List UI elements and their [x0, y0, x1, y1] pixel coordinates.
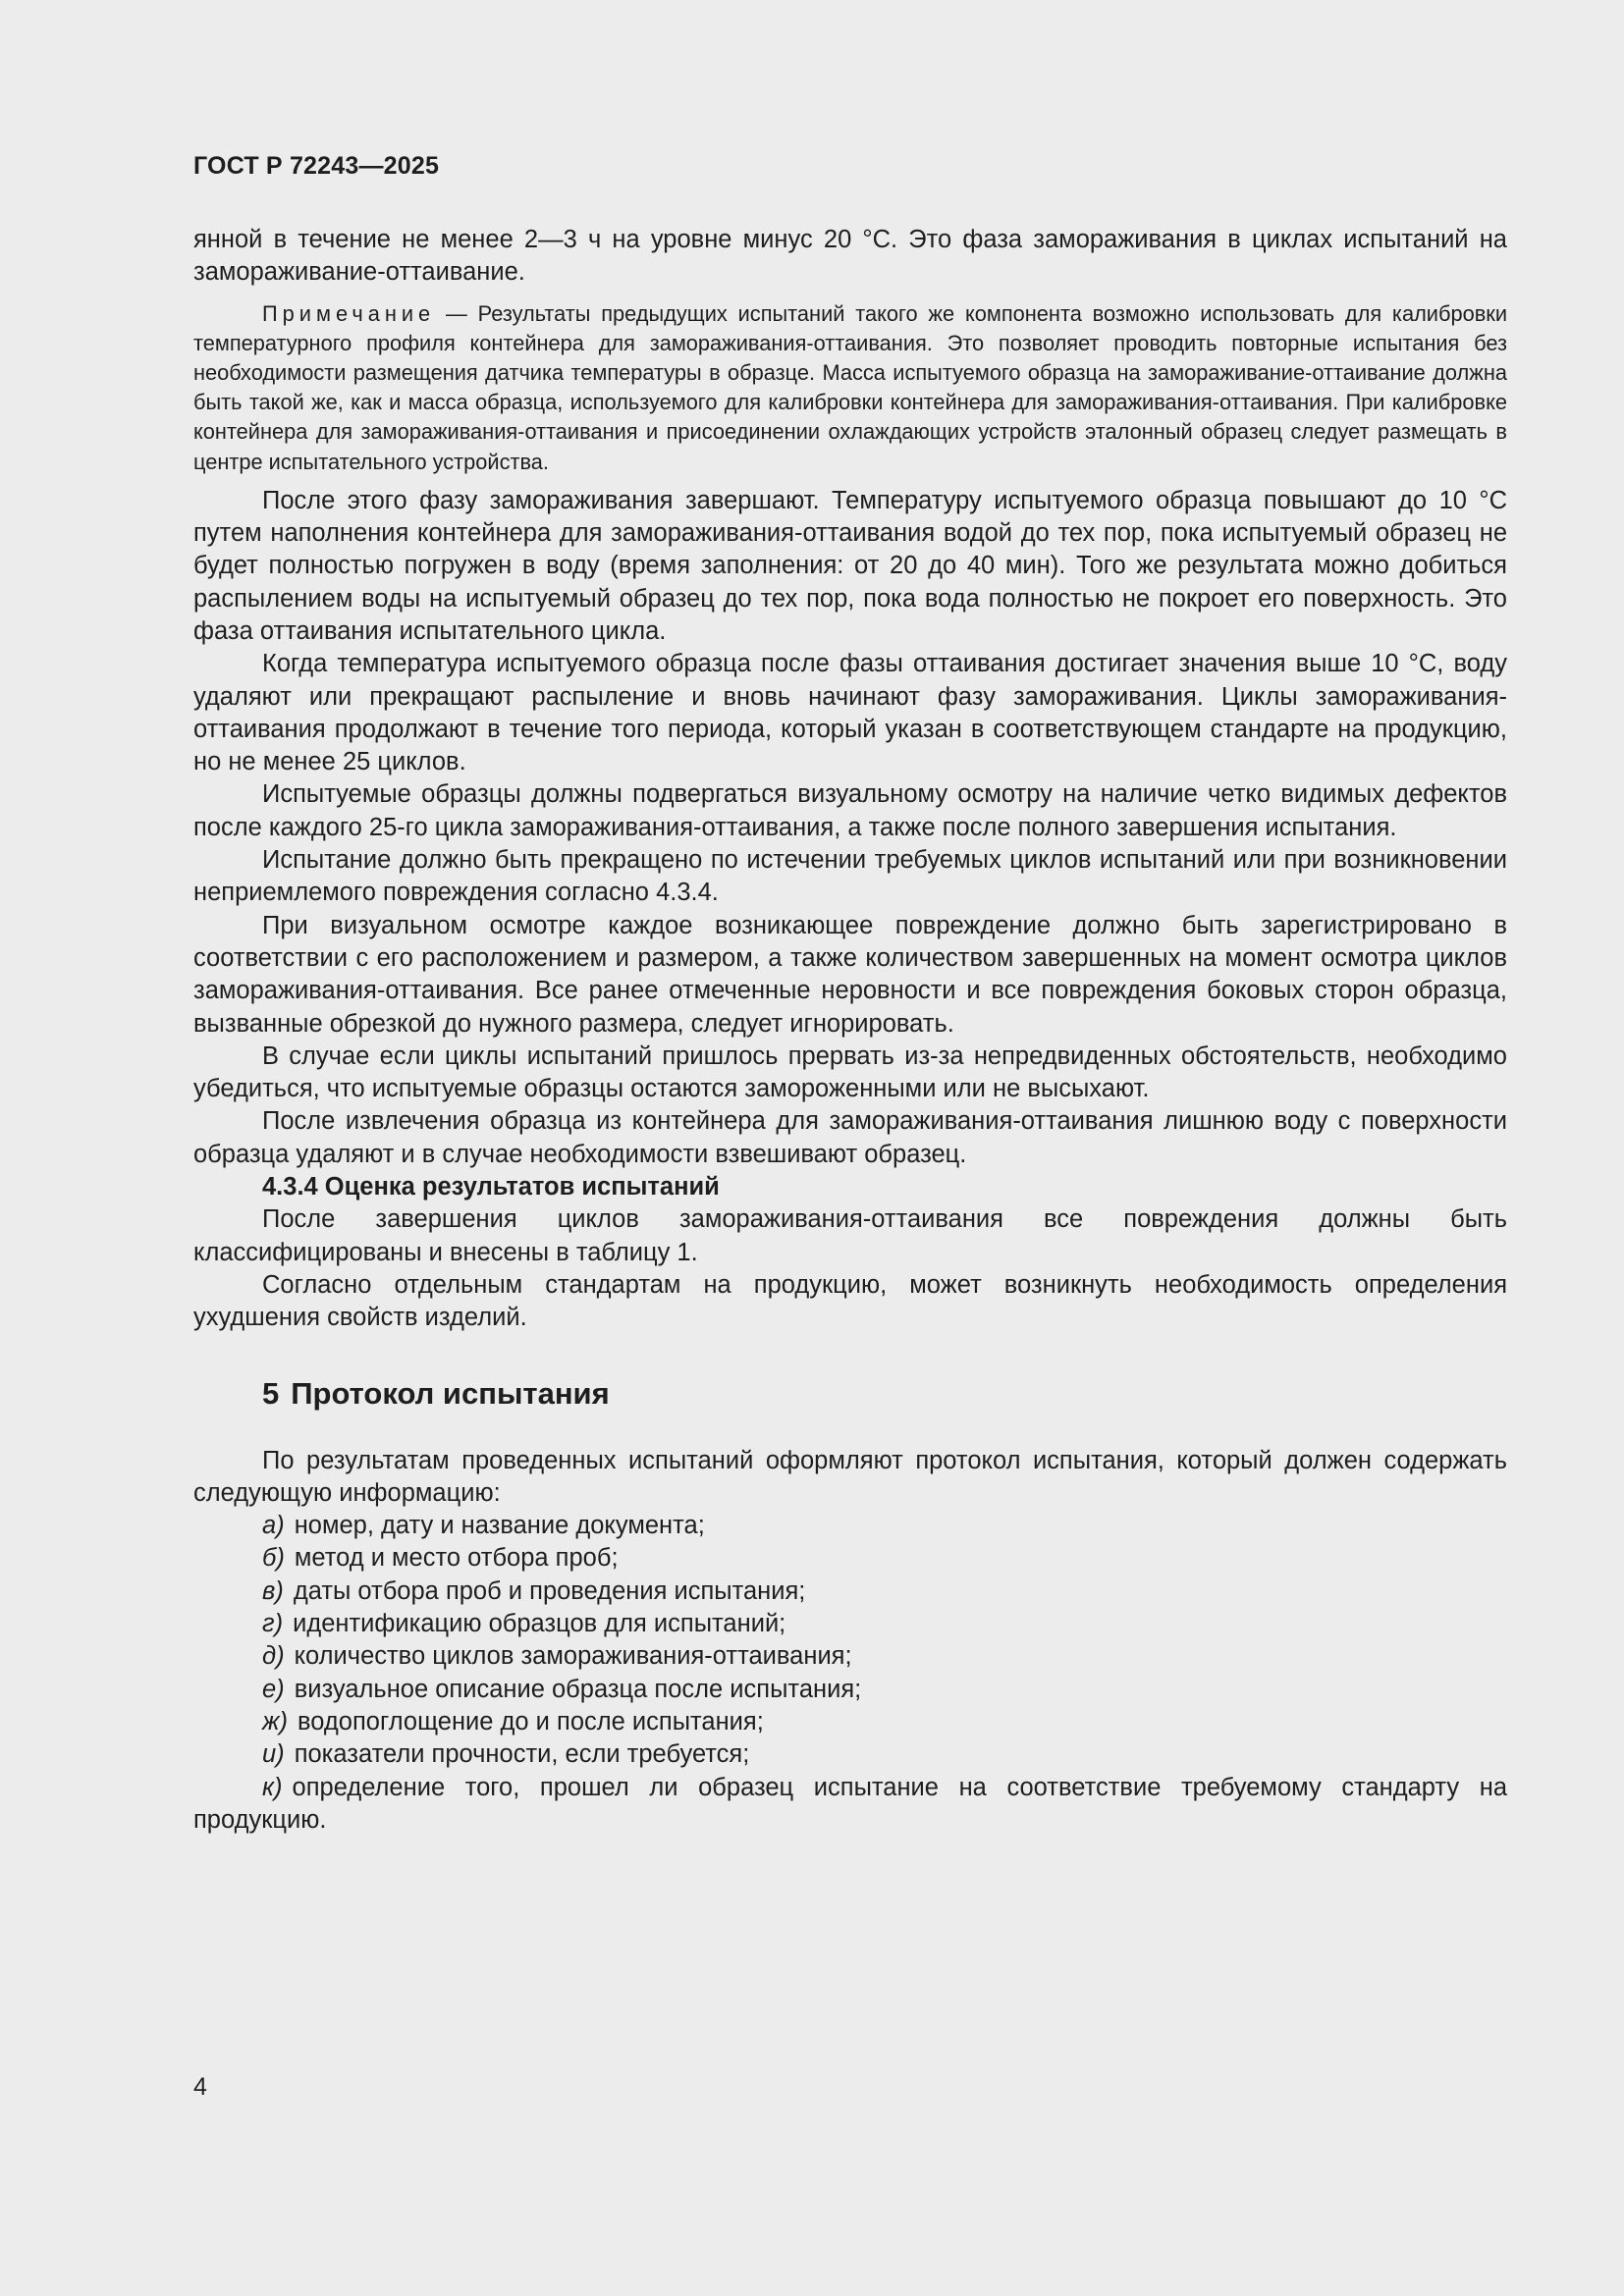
document-header: ГОСТ Р 72243—2025	[193, 152, 440, 180]
page-number: 4	[193, 2073, 207, 2101]
list-item-text: метод и место отбора проб;	[294, 1544, 619, 1573]
list-marker: б)	[262, 1544, 285, 1573]
list-marker: е)	[262, 1675, 285, 1703]
list-item	[193, 1542, 1507, 1575]
paragraph-register: При визуальном осмотре каждое возникающее повреждение должно быть зарегистрировано в соответствии с его расположением и размером, а также количеством завершенных на момент осмотра циклов замораживания-оттаивания. Все ранее отмеченные неровности и все повреждения боковых сторон образца, вызванные обрезкой до нужного размера, следует игнорировать.	[193, 911, 1507, 1038]
paragraph-continuation: янной в течение не менее 2—3 ч на уровне минус 20 °C. Это фаза замораживания в циклах испытаний на замораживание-оттаивание.	[193, 226, 1507, 287]
note-text: — Результаты предыдущих испытаний такого же компонента возможно использовать для калибровки температурного профиля контейнера для замораживания-оттаивания. Это позволяет проводить повторные испытания без необходимости размещения датчика температуры в образце. Масса испытуемого образца на замораживание-оттаивание должна быть такой же, как и масса образца, используемого для калибровки контейнера для замораживания-оттаивания. При калибровке контейнера для замораживания-оттаивания и присоединении охлаждающих устройств эталонный образец следует размещать в центре испытательного устройства.	[193, 300, 1507, 474]
list-item	[193, 1738, 1507, 1771]
list-item	[193, 1706, 1507, 1738]
list-item-text: даты отбора проб и проведения испытания;	[293, 1576, 806, 1605]
list-item	[193, 1772, 1507, 1838]
paragraph-remove: После извлечения образца из контейнера для замораживания-оттаивания лишнюю воду с поверхности образца удаляют и в случае необходимости взвешивают образец.	[193, 1107, 1507, 1168]
list-item	[193, 1608, 1507, 1640]
list-item-text: водопоглощение до и после испытания;	[298, 1707, 764, 1735]
paragraph-deterioration: Согласно отдельным стандартам на продукцию, может возникнуть необходимость определения ухудшения свойств изделий.	[193, 1270, 1507, 1332]
note-paragraph	[193, 299, 1507, 477]
section-heading	[193, 1372, 1507, 1415]
section-intro: По результатам проведенных испытаний оформляют протокол испытания, который должен содержать следующую информацию:	[193, 1446, 1507, 1507]
section-title: Протокол испытания	[291, 1375, 610, 1411]
paragraph-cycles: Когда температура испытуемого образца после фазы оттаивания достигает значения выше 10 °С, воду удаляют или прекращают распыление и вновь начинают фазу замораживания. Циклы замораживания-оттаивания продолжают в течение того периода, который указан в соответствующем стандарте на продукцию, но не менее 25 циклов.	[193, 650, 1507, 776]
list-marker: в)	[262, 1576, 284, 1605]
list-marker: и)	[262, 1740, 285, 1769]
list-item	[193, 1674, 1507, 1706]
list-item-text: определение того, прошел ли образец испытание на соответствие требуемому стандарту на продукцию.	[193, 1773, 1507, 1834]
document-body	[193, 224, 1507, 1837]
list-item	[193, 1640, 1507, 1673]
paragraph-classify: После завершения циклов замораживания-оттаивания все повреждения должны быть классифицированы и внесены в таблицу 1.	[193, 1205, 1507, 1266]
paragraph-inspection: Испытуемые образцы должны подвергаться визуальному осмотру на наличие четко видимых дефектов после каждого 25-го цикла замораживания-оттаивания, а также после полного завершения испытания.	[193, 780, 1507, 841]
list-marker: ж)	[262, 1707, 289, 1735]
paragraph-interrupt: В случае если циклы испытаний пришлось прервать из-за непредвиденных обстоятельств, необходимо убедиться, что испытуемые образцы остаются замороженными или не высыхают.	[193, 1041, 1507, 1103]
list-marker: д)	[262, 1642, 285, 1671]
note-label: Примечание	[262, 300, 436, 326]
list-marker: а)	[262, 1512, 285, 1540]
list-item-text: идентификацию образцов для испытаний;	[293, 1610, 786, 1638]
paragraph-thaw-phase: После этого фазу замораживания завершают. Температуру испытуемого образца повышают до 10 °С путем наполнения контейнера для замораживания-оттаивания водой до тех пор, пока испытуемый образец не будет полностью погружен в воду (время заполнения: от 20 до 40 мин). Того же результата можно добиться распылением воды на испытуемый образец до тех пор, пока вода полностью не покроет его поверхность. Это фаза оттаивания испытательного цикла.	[193, 486, 1507, 645]
list-marker: г)	[262, 1610, 284, 1638]
list-item-text: визуальное описание образца после испытания;	[294, 1675, 862, 1703]
list-item	[193, 1575, 1507, 1608]
paragraph-stop: Испытание должно быть прекращено по истечении требуемых циклов испытаний или при возникновении неприемлемого повреждения согласно 4.3.4.	[193, 846, 1507, 907]
list-item-text: номер, дату и название документа;	[294, 1512, 705, 1540]
subsection-heading: 4.3.4 Оценка результатов испытаний	[262, 1173, 720, 1201]
list-marker: к)	[262, 1773, 283, 1801]
list-item-text: показатели прочности, если требуется;	[294, 1740, 750, 1769]
list-item	[193, 1510, 1507, 1542]
list-item-text: количество циклов замораживания-оттаивания;	[294, 1642, 852, 1671]
section-number: 5	[262, 1375, 280, 1411]
